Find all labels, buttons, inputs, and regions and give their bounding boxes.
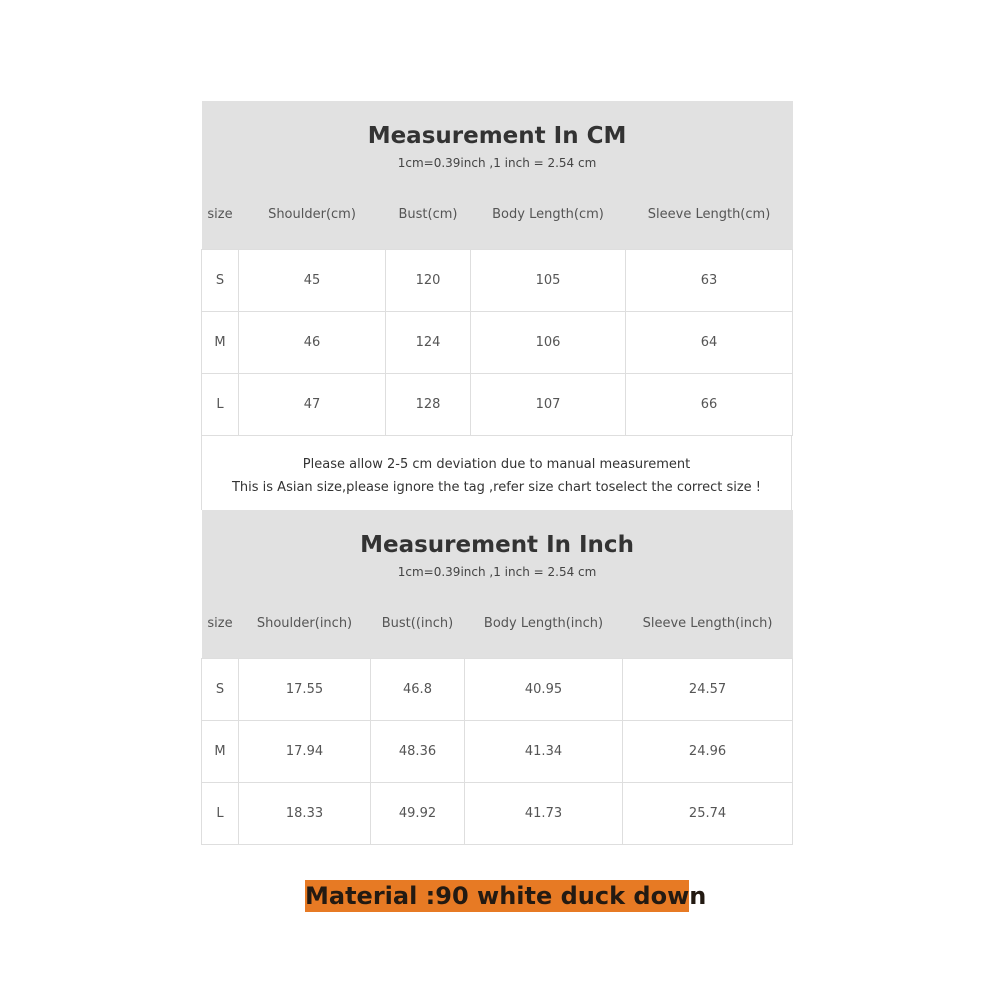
- table-cell: 24.57: [623, 659, 793, 721]
- table-cell: 25.74: [623, 783, 793, 845]
- table-cell: 128: [386, 374, 471, 436]
- inch-table-title: Measurement In Inch: [360, 532, 634, 558]
- column-header: size: [207, 615, 233, 631]
- table-cell: 64: [626, 312, 793, 374]
- table-cell: 49.92: [371, 783, 465, 845]
- deviation-note: Please allow 2-5 cm deviation due to manual measurement: [302, 457, 691, 472]
- column-header: Shoulder(inch): [256, 615, 353, 631]
- size-cell: M: [202, 312, 239, 374]
- cm-column-headers: [202, 176, 793, 250]
- table-cell: 63: [626, 250, 793, 312]
- table-row: [202, 659, 793, 721]
- inch-size-table: [201, 510, 793, 845]
- size-cell: S: [202, 250, 239, 312]
- table-cell: 17.55: [239, 659, 371, 721]
- table-cell: 45: [239, 250, 386, 312]
- table-cell: 46.8: [371, 659, 465, 721]
- size-notes: [201, 436, 792, 510]
- table-cell: 41.73: [465, 783, 623, 845]
- cm-table-title: Measurement In CM: [367, 123, 627, 149]
- asian-size-note: This is Asian size,please ignore the tag ,refer size chart toselect the correct size !: [231, 480, 762, 495]
- inch-table-header: [202, 510, 793, 585]
- table-cell: 106: [471, 312, 626, 374]
- table-cell: 120: [386, 250, 471, 312]
- table-cell: 107: [471, 374, 626, 436]
- table-cell: 40.95: [465, 659, 623, 721]
- table-cell: 18.33: [239, 783, 371, 845]
- inch-conversion-note: 1cm=0.39inch ,1 inch = 2.54 cm: [397, 565, 597, 579]
- cm-size-table: [201, 101, 793, 436]
- column-header: size: [207, 206, 233, 222]
- cm-table-header: [202, 101, 793, 176]
- column-header: Shoulder(cm): [268, 206, 356, 222]
- column-header: Body Length(cm): [492, 206, 604, 222]
- table-cell: 24.96: [623, 721, 793, 783]
- inch-column-headers: [202, 585, 793, 659]
- column-header: Bust((inch): [381, 615, 454, 631]
- column-header: Bust(cm): [398, 206, 458, 222]
- column-header: Sleeve Length(cm): [647, 206, 771, 222]
- table-cell: 105: [471, 250, 626, 312]
- table-cell: 17.94: [239, 721, 371, 783]
- cm-conversion-note: 1cm=0.39inch ,1 inch = 2.54 cm: [397, 156, 597, 170]
- size-chart: [201, 101, 792, 845]
- size-cell: S: [202, 659, 239, 721]
- table-cell: 46: [239, 312, 386, 374]
- table-row: [202, 250, 793, 312]
- table-row: [202, 374, 793, 436]
- table-cell: 66: [626, 374, 793, 436]
- table-row: [202, 721, 793, 783]
- size-cell: L: [202, 783, 239, 845]
- table-cell: 124: [386, 312, 471, 374]
- table-cell: 41.34: [465, 721, 623, 783]
- column-header: Body Length(inch): [483, 615, 604, 631]
- table-row: [202, 783, 793, 845]
- table-row: [202, 312, 793, 374]
- table-cell: 47: [239, 374, 386, 436]
- size-cell: L: [202, 374, 239, 436]
- column-header: Sleeve Length(inch): [642, 615, 773, 631]
- size-cell: M: [202, 721, 239, 783]
- material-banner: Material :90 white duck down: [305, 882, 707, 910]
- table-cell: 48.36: [371, 721, 465, 783]
